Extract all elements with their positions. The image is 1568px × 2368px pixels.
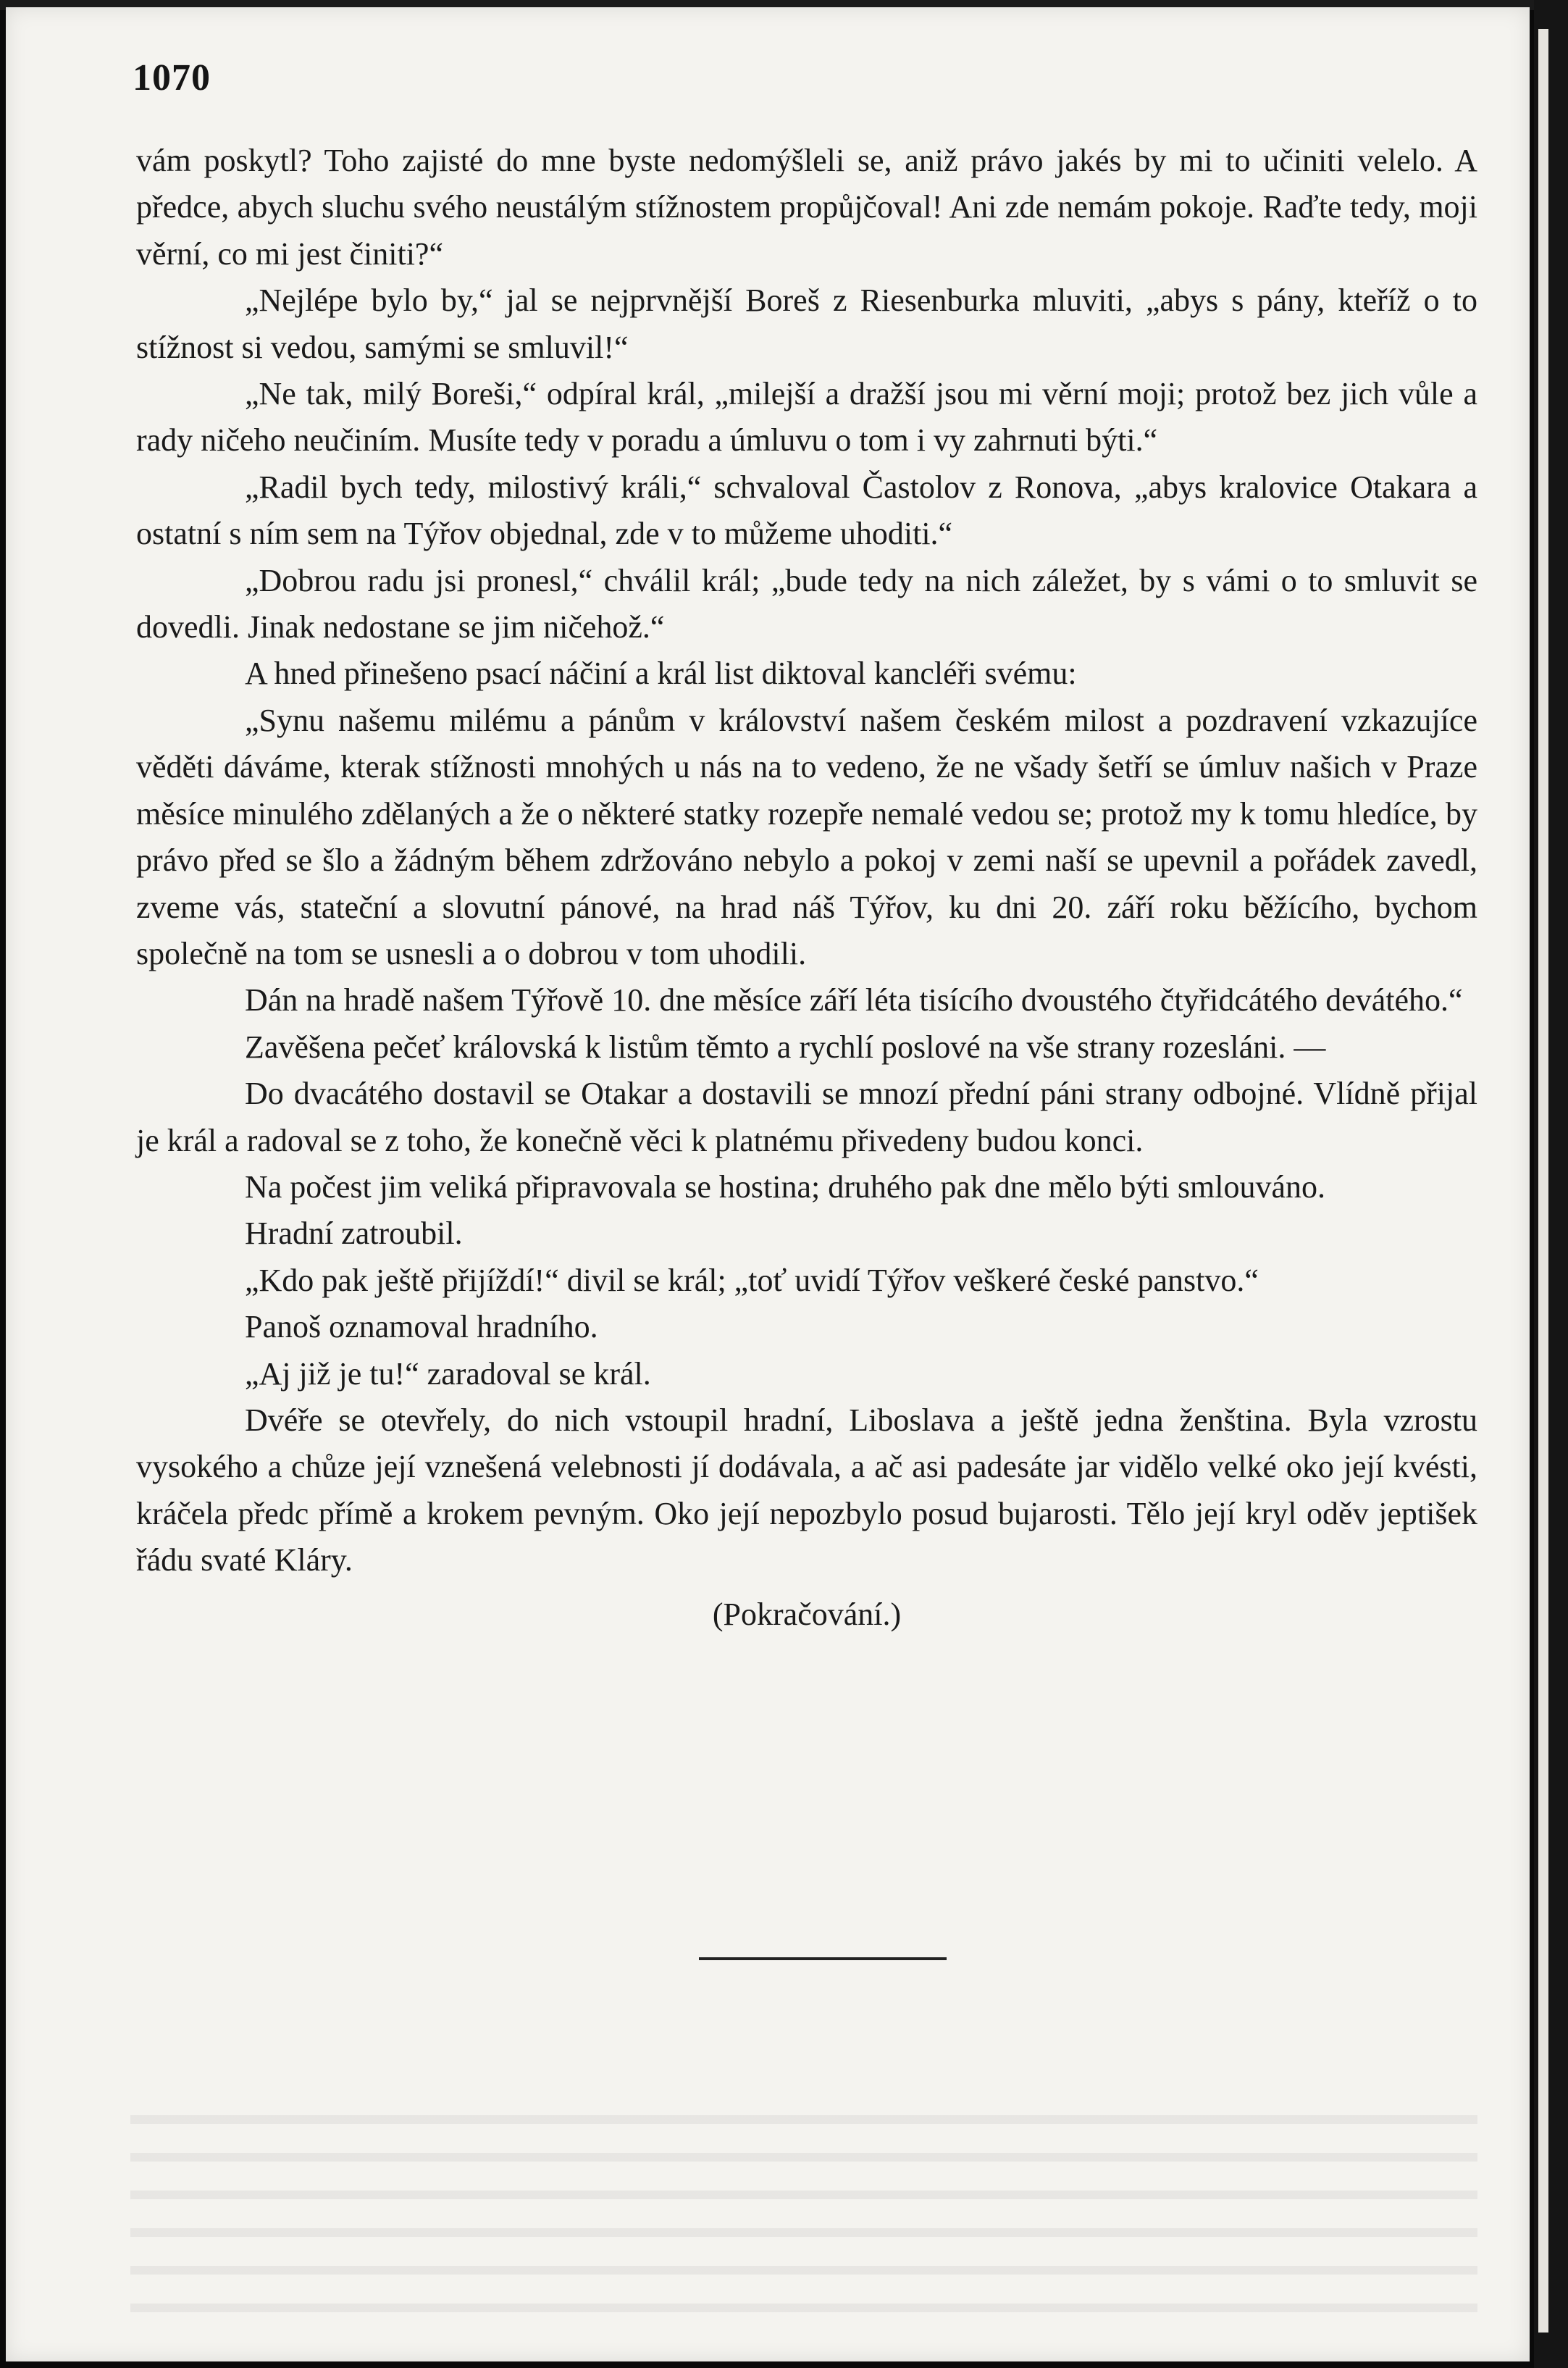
paragraph: Na počest jim veliká připravovala se hostina; druhého pak dne mělo býti smlouváno. — [245, 1168, 1325, 1205]
scan-right-edge — [1534, 0, 1568, 2368]
paragraph: vám poskytl? Toho zajisté do mne byste nedomýšleli se, aniž právo jakés by mi to učiniti velelo. A předce, abych sluchu svého neustálým stížnostem propůjčoval! Ani zde nemám pokoje. Raďte tedy, moji věrní, co mi jest činiti?“ — [136, 143, 1477, 272]
paragraph: Dvéře se otevřely, do nich vstoupil hradní, Liboslava a ještě jedna ženština. Byla vzrostu vysokého a chůze její vznešená velebnosti jí dodávala, a ač asi padesáte jar vidělo velké oko její kvésti, kráčela předc přímě a krokem pevným. Oko její nepozbylo posud bujarosti. Tělo její kryl oděv jeptišek řádu svaté Kláry. — [136, 1402, 1477, 1578]
letter-dateline: Dán na hradě našem Týřově 10. dne měsíce září léta tisícího dvoustého čtyřidcátého devátého.“ — [245, 982, 1463, 1018]
paragraph: Do dvacátého dostavil se Otakar a dostavili se mnozí přední páni strany odbojné. Vlídně přijal je král a radoval se z toho, že konečně věci k platnému přivedeny budou konci. — [136, 1076, 1477, 1158]
paragraph: Hradní zatroubil. — [245, 1216, 463, 1252]
paragraph: Panoš oznamoval hradního. — [245, 1309, 598, 1345]
paragraph: „Dobrou radu jsi pronesl,“ chválil král; „bude tedy na nich záležet, by s vámi o to smluvit se dovedli. Jinak nedostane se jim ničehož.“ — [136, 562, 1477, 645]
show-through-bleed — [130, 2086, 1477, 2325]
paragraph: „Aj již je tu!“ zaradoval se král. — [245, 1355, 651, 1392]
letter-paragraph: „Synu našemu milému a pánům v království našem českém milost a pozdravení vzkazujíce věděti dáváme, kterak stížnosti mnohých u nás na to vedeno, že ne všady šetří se úmluv našich v Praze měsíce minulého zdělaných a že o některé statky rozepře nemalé vedou se; protož my k tomu hledíce, by právo před se šlo a žádným během zdržováno nebylo a pokoj v zemi naší se upevnil a pořádek zavedl, zveme vás, stateční a slovutní pánové, na hrad náš Týřov, ku dni 20. září roku běžícího, bychom společně na tom se usnesli a o dobrou v tom uhodili. — [136, 702, 1477, 971]
end-rule — [699, 1957, 947, 1960]
paragraph: Zavěšena pečeť královská k listům těmto a rychlí poslové na vše strany rozesláni. — — [245, 1029, 1326, 1065]
paragraph: „Kdo pak ještě přijíždí!“ divil se král; „toť uvidí Týřov veškeré české panstvo.“ — [245, 1262, 1259, 1298]
page-text — [136, 138, 1477, 1638]
paragraph: „Ne tak, milý Boreši,“ odpíral král, „milejší a dražší jsou mi věrní moji; protož bez jich vůle a rady ničeho neučiním. Musíte tedy v poradu a úmluvu o tom i vy zahrnuti býti.“ — [136, 376, 1477, 459]
next-page-edge — [1538, 29, 1548, 2333]
paragraph: A hned přinešeno psací náčiní a král list diktoval kancléři svému: — [245, 656, 1077, 692]
continuation-note: (Pokračování.) — [712, 1596, 902, 1632]
page-number: 1070 — [133, 57, 211, 99]
paragraph: „Radil bych tedy, milostivý králi,“ schvaloval Častolov z Ronova, „abys kralovice Otakara a ostatní s ním sem na Týřov objednal, zde v to můžeme uhoditi.“ — [136, 469, 1477, 552]
paragraph: „Nejlépe bylo by,“ jal se nejprvnější Boreš z Riesenburka mluviti, „abys s pány, kteříž o to stížnost si vedou, samými se smluvil!“ — [136, 283, 1477, 365]
